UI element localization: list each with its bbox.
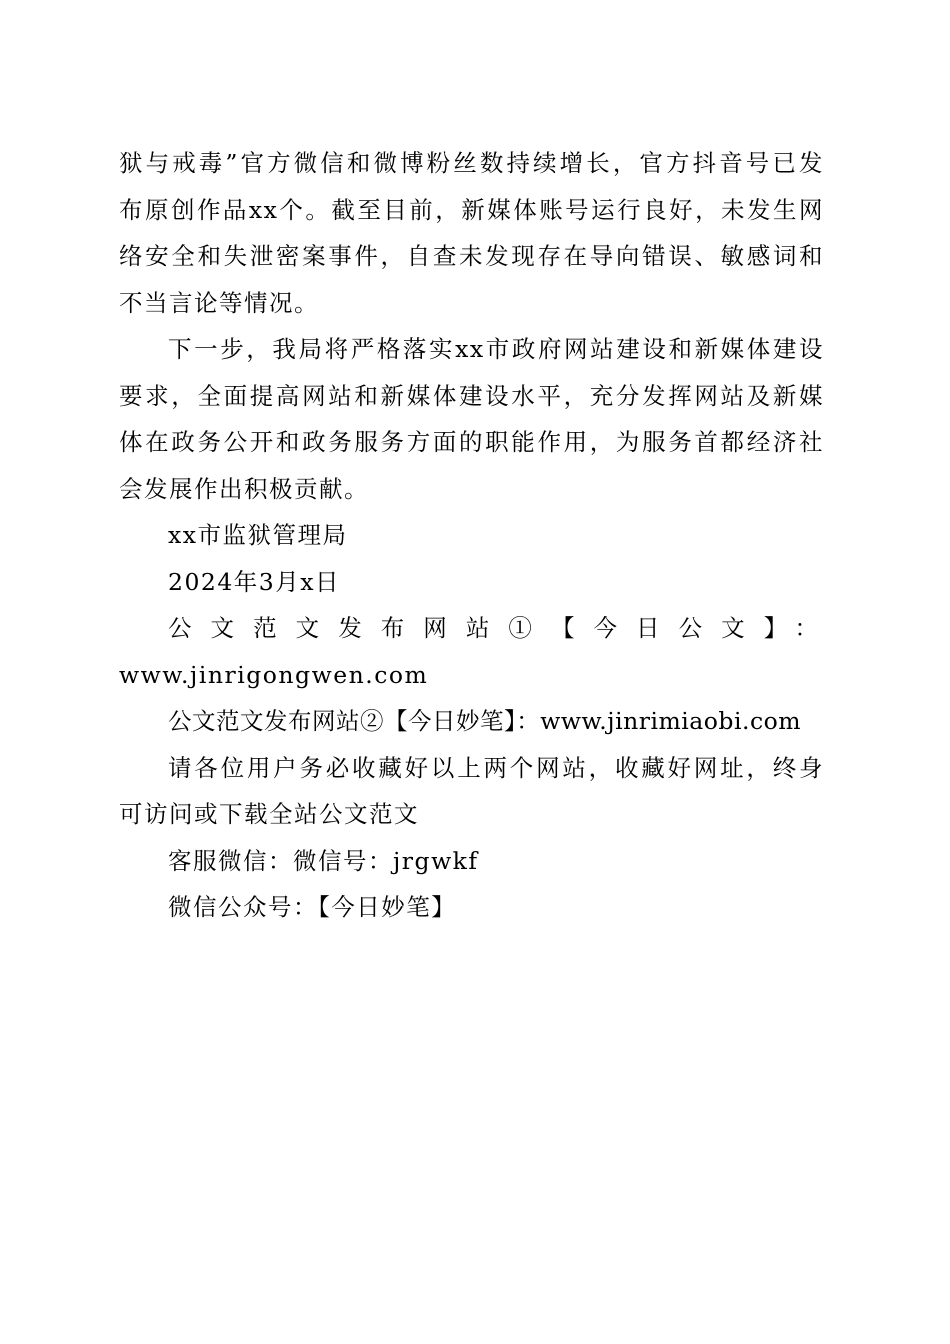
paragraph-media-status bbox=[119, 140, 824, 326]
signature-org: xx市监狱管理局 bbox=[168, 521, 348, 549]
signature-block bbox=[119, 512, 824, 605]
text-line: 络安全和失泄密案事件，自查未发现存在导向错误、敏感词和 bbox=[119, 242, 824, 270]
signature-date: 2024年3月x日 bbox=[168, 567, 341, 596]
document-body bbox=[119, 140, 824, 931]
text-line: 不当言论等情况。 bbox=[119, 288, 319, 317]
site1-url[interactable]: www.jinrigongwen.com bbox=[119, 660, 429, 689]
footer-block bbox=[119, 605, 824, 931]
notice-line: 请各位用户务必收藏好以上两个网站，收藏好网址，终身 bbox=[168, 753, 824, 782]
text-line: 狱与戒毒”官方微信和微博粉丝数持续增长，官方抖音号已发 bbox=[119, 149, 824, 177]
text-line: 要求，全面提高网站和新媒体建设水平，充分发挥网站及新媒 bbox=[119, 381, 824, 410]
notice-line: 可访问或下载全站公文范文 bbox=[119, 800, 419, 828]
text-line: 体在政务公开和政务服务方面的职能作用，为服务首都经济社 bbox=[119, 428, 824, 456]
wechat-public: 微信公众号：【今日妙笔】 bbox=[168, 893, 457, 921]
text-line: 下一步，我局将严格落实xx市政府网站建设和新媒体建设 bbox=[168, 335, 824, 363]
text-line: 布原创作品xx个。截至目前，新媒体账号运行良好，未发生网 bbox=[119, 195, 824, 224]
site1-label: 公文范文发布网站①【今日公文】： bbox=[168, 614, 824, 642]
wechat-service: 客服微信：微信号：jrgwkf bbox=[168, 846, 479, 875]
paragraph-next-steps bbox=[119, 326, 824, 512]
site2-line[interactable]: 公文范文发布网站②【今日妙笔】：www.jinrimiaobi.com bbox=[168, 707, 802, 735]
text-line: 会发展作出积极贡献。 bbox=[119, 474, 369, 503]
